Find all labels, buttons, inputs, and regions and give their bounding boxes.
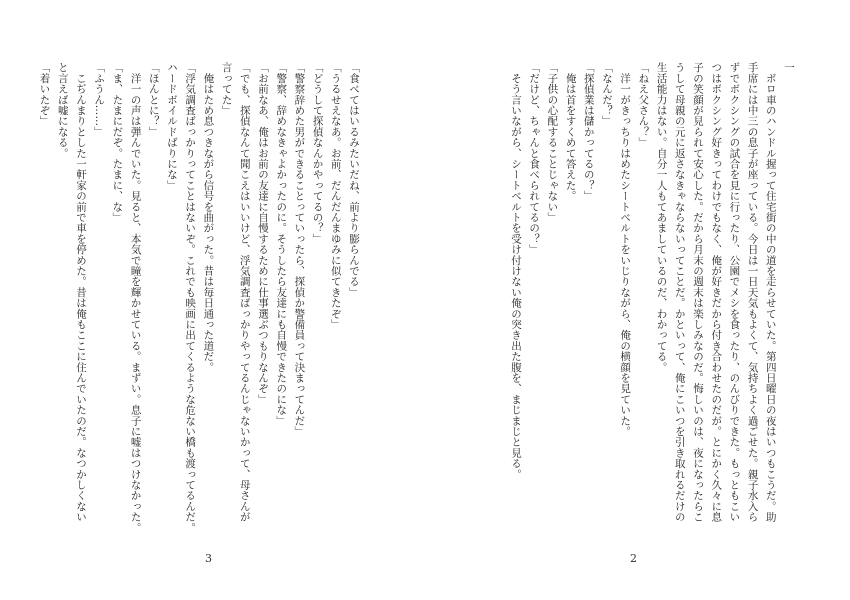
text-line: 「浮気調査ばっかりってことはないぞ。これでも映画に出てくるような危ない橋も渡ってるんだ。 bbox=[184, 62, 197, 533]
text-line: 「探偵業は儲かってるの？」 bbox=[582, 62, 595, 202]
text-line: 「子供の心配することじゃない」 bbox=[546, 62, 559, 223]
text-line: 洋一がきっちりはめたシートベルトをいじりながら、俺の横顔を見ていた。 bbox=[619, 62, 632, 437]
text-line: 手席には中三の息子が座っている。今日は一日天気もよくて、気持ちよく過ごせた。親子水入ら bbox=[746, 62, 759, 523]
text-line: と言えば嘘になる。 bbox=[56, 62, 69, 159]
text-line: 「だけど、ちゃんと食べられてるの？」 bbox=[528, 62, 541, 255]
text-line: こぢんまりとした一軒家の前で車を停めた。昔は俺もここに住んでいたのだ。なつかしくない bbox=[74, 62, 87, 523]
text-line: ボロ車のハンドル握って住宅街の中の道を走らせていた。第四日曜日の夜はいつもこうだ。助 bbox=[764, 62, 777, 523]
text-line: 「でも、探偵なんて聞こえはいいけど、浮気調査ばっかりやってるんじゃないかって、母さんが bbox=[238, 62, 251, 523]
text-line: 子の笑顔が見られて安心した。だから月末の週末は楽しみなのだ。悔しいのは、夜になったらこ bbox=[691, 62, 704, 523]
text-line: 俺はため息つきながら信号を曲がった。昔は毎日通った道だ。 bbox=[202, 62, 215, 373]
text-line: 「お前なあ、俺はお前の友達に自慢するために仕事選ぶつもりなんぞ」 bbox=[256, 62, 269, 405]
text-line: 「ほんとに？」 bbox=[147, 62, 160, 137]
text-line: 洋一の声は弾んでいた。見ると、本気で瞳を輝かせている。まずい。息子に嘘はつけなかった。 bbox=[129, 62, 142, 533]
text-line: 「うるせえなあ。お前、だんだんまゆみに似てきたぞ」 bbox=[329, 62, 342, 330]
text-line: 生活能力はない。自分一人もてあましているのだ、わかってる。 bbox=[655, 62, 668, 373]
page-number: 3 bbox=[205, 552, 212, 565]
page-text bbox=[28, 62, 363, 542]
text-line: つはボクシング好きってわけでもなく、俺が好きだから付き合わせたのだが。とにかく久々に息 bbox=[710, 62, 723, 523]
page-right bbox=[425, 0, 850, 600]
text-line: 俺は首をすくめて答えた。 bbox=[564, 62, 577, 202]
text-line: 「ま、たまにだぞ。たまに、な」 bbox=[111, 62, 124, 223]
text-line: ハードボイルドばりにな」 bbox=[165, 62, 178, 191]
text-line: 「警察辞めた男ができることっていったら、探偵か警備員って決まってんだ」 bbox=[293, 62, 306, 437]
text-line: 「どうして探偵なんかやってるの？」 bbox=[311, 62, 324, 244]
text-line: そう言いながら、シートベルトを受け付けない俺の突き出た腹を、まじまじと見る。 bbox=[509, 62, 522, 480]
page-number: 2 bbox=[630, 552, 637, 565]
page-text bbox=[508, 62, 798, 542]
text-line: うして母親の元に返さなきゃならないってことだ。かといって、俺にこいつを引き取れるだけの bbox=[673, 62, 686, 523]
text-line: 「警察、辞めなきゃよかったのに。そうしたら友達にも自慢できたのにな」 bbox=[275, 62, 288, 426]
text-line: 「ねえ父さん？」 bbox=[637, 62, 650, 148]
text-line: 言ってた」 bbox=[220, 62, 233, 116]
text-line: ずでボクシングの試合を見に行ったり、公園でメシを食ったり、のんびりできた。もっともこい bbox=[728, 62, 741, 523]
text-line: 「ふうん……」 bbox=[93, 62, 106, 137]
text-line: 「食べてはいるみたいだね、前より膨らんでる」 bbox=[348, 62, 360, 298]
chapter-number: 一 bbox=[783, 62, 795, 73]
text-line: 「なんだ？」 bbox=[600, 62, 613, 127]
text-line: 「着いたぞ」 bbox=[38, 62, 51, 127]
